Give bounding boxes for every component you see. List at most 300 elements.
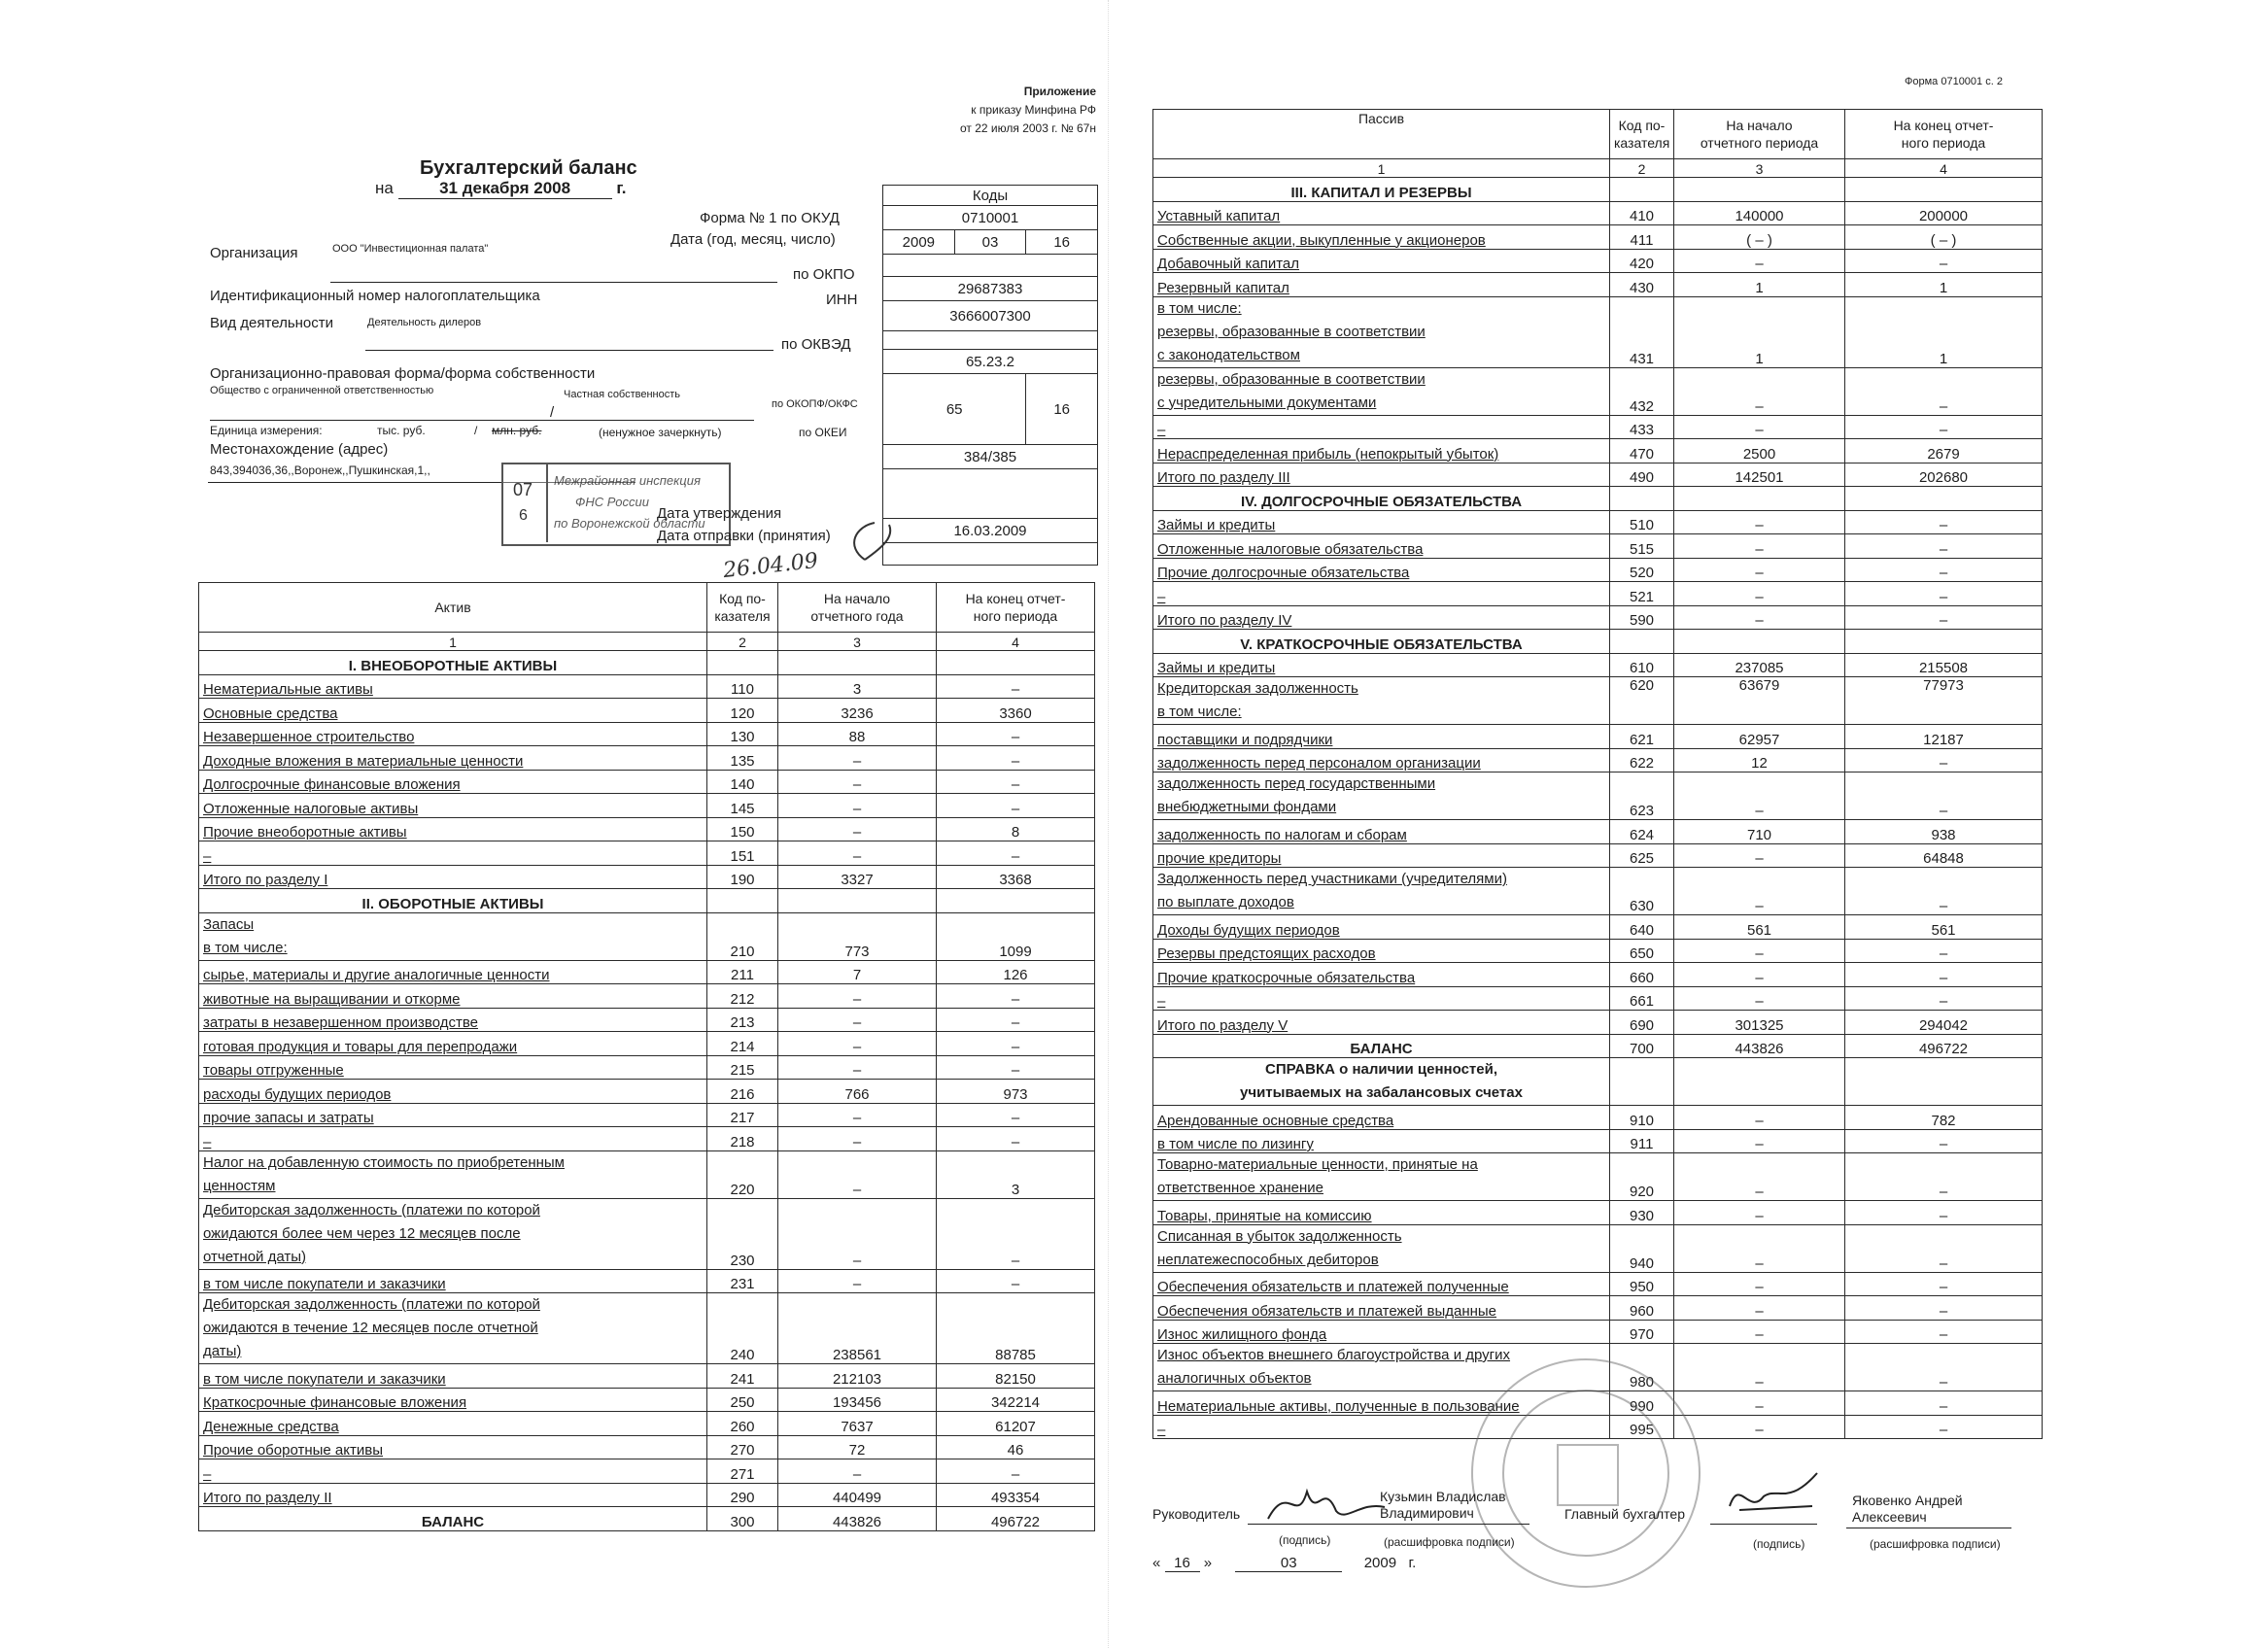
ownership-value: Частная собственность xyxy=(564,389,681,400)
row-label: в том числе покупатели и заказчики xyxy=(199,1269,707,1293)
row-end-value: – xyxy=(937,1008,1095,1032)
row-start-value: 1 xyxy=(1674,296,1845,367)
table-row xyxy=(1153,439,2043,464)
row-code: 213 xyxy=(707,1008,778,1032)
row-end-value: – xyxy=(1845,963,2043,987)
table-row xyxy=(199,674,1095,699)
row-label: – xyxy=(1153,582,1610,606)
row-code: 215 xyxy=(707,1055,778,1080)
org-value: ООО "Инвестиционная палата" xyxy=(332,243,489,255)
row-label: Уставный капитал xyxy=(1153,201,1610,225)
row-end-value: – xyxy=(937,746,1095,771)
row-end-value: – xyxy=(937,1269,1095,1293)
row-code: 610 xyxy=(1610,653,1674,677)
row-start-value xyxy=(778,651,937,675)
row-code: 521 xyxy=(1610,582,1674,606)
okved-label: по ОКВЭД xyxy=(781,336,851,353)
table-row xyxy=(199,1055,1095,1080)
table-row xyxy=(199,865,1095,889)
row-code: 250 xyxy=(707,1388,778,1412)
okpo-label: по ОКПО xyxy=(793,266,855,283)
row-start-value: – xyxy=(1674,868,1845,915)
row-start-value: 72 xyxy=(778,1435,937,1459)
inn-full-label: Идентификационный номер налогоплательщика xyxy=(210,288,540,304)
unit-alt: млн. руб. xyxy=(492,424,542,437)
row-code: 431 xyxy=(1610,296,1674,367)
row-end-value: 1099 xyxy=(937,912,1095,960)
row-code: 430 xyxy=(1610,273,1674,297)
row-label: Добавочный капитал xyxy=(1153,249,1610,273)
liabilities-table: Пассив Код по- казателя На начало отчетного периода На конец отчет- ного периода 1 2 3 4 III. КАПИТАЛ И РЕЗЕРВЫ Уставный капитал 410 140000 200000 Собственные акции, выкупленные у акционеров 411 ( – ) ( – ) Добавочный капитал 420 – – Резервный капитал 430 1 1 в том числе: резервы, образованные в соответствии с законодательством 431 1 1 резервы, образованные в соответствии с учредительными документами 432 – – – 433 – – Нераспределенная прибыль (непокрытый убыток) 470 2500 2679 Итого по разделу III 490 142501 202680 IV. ДОЛГОСРОЧНЫЕ ОБЯЗАТЕЛЬСТВА Займы и кредиты 510 – – Отложенные налоговые обязательства 515 – – Прочие долгосрочные обязательства 520 – – – 521 – – Итого по разделу IV 590 – – V. КРАТКОСРОЧНЫЕ ОБЯЗАТЕЛЬСТВА Займы и кредиты 610 237085 215508 Кредиторская задолженность в том числе: 620 63679 77973 поставщики и подрядчики 621 62957 12187 задолженность перед персоналом организации 622 12 – задолженность перед государственными внебюджетными фондами 623 – – задолженность по налогам и сборам 624 710 938 прочие кредиторы 625 – 64848 Задолженность перед участниками (учредителями) по выплате доходов 630 – – Доходы будущих периодов 640 561 561 Резервы предстоящих расходов 650 – – Прочие краткосрочные обязательства 660 – – – 661 – – Итого по разделу V 690 301325 294042 БАЛАНС 700 443826 496722 СПРАВКА о наличии ценностей, учитываемых на забалансовых счетах Арендованные основные средства 910 – 782 в том числе по лизингу 911 – – Товарно-материальные ценности, принятые на ответственное хранение 920 – – Товары, принятые на комиссию 930 – – Списанная в убыток задолженность неплатежеспособных дебиторов 940 – – Обеспечения обязательств и платежей полученные 950 – – Обеспечения обязательств и платежей выданные 960 – – Износ жилищного фонда 970 – – Износ объектов внешнего благоустройства и других аналогичных объектов 980 – – Нематериальные активы, полученные в пользование 990 – – – 995 – – xyxy=(1152,109,2043,1439)
row-end-value: 973 xyxy=(937,1080,1095,1104)
row-start-value: – xyxy=(1674,582,1845,606)
table-row xyxy=(1153,1201,2043,1225)
row-code: 623 xyxy=(1610,772,1674,820)
approve-label: Дата утверждения xyxy=(657,505,782,522)
row-start-value: – xyxy=(1674,510,1845,534)
table-row xyxy=(1153,1034,2043,1058)
table-row xyxy=(1153,820,2043,844)
row-end-value: 8 xyxy=(937,817,1095,841)
row-start-value: – xyxy=(1674,534,1845,559)
row-end-value: – xyxy=(937,1198,1095,1269)
row-start-value: 3327 xyxy=(778,865,937,889)
row-label: Товарно-материальные ценности, принятые на ответственное хранение xyxy=(1153,1153,1610,1201)
row-end-value: 782 xyxy=(1845,1106,2043,1130)
table-row xyxy=(1153,367,2043,415)
row-end-value: – xyxy=(937,1032,1095,1056)
unit-note: (ненужное зачеркнуть) xyxy=(599,426,722,439)
table-row xyxy=(199,1435,1095,1459)
row-label: Итого по разделу IV xyxy=(1153,605,1610,630)
row-end-value xyxy=(1845,487,2043,511)
page-title: Бухгалтерский баланс xyxy=(420,157,637,179)
row-start-value: – xyxy=(1674,963,1845,987)
section-title: III. КАПИТАЛ И РЕЗЕРВЫ xyxy=(1153,178,1610,202)
table-row xyxy=(199,1127,1095,1151)
row-code: 700 xyxy=(1610,1034,1674,1058)
row-code: 220 xyxy=(707,1150,778,1198)
table-row xyxy=(1153,1106,2043,1130)
row-label: Запасы в том числе: xyxy=(199,912,707,960)
row-label: в том числе: резервы, образованные в соответствии с законодательством xyxy=(1153,296,1610,367)
row-code: 960 xyxy=(1610,1296,1674,1321)
row-end-value xyxy=(937,889,1095,913)
row-label: Резервы предстоящих расходов xyxy=(1153,939,1610,963)
row-start-value: 561 xyxy=(1674,915,1845,940)
row-label: Прочие краткосрочные обязательства xyxy=(1153,963,1610,987)
row-start-value: 1 xyxy=(1674,273,1845,297)
row-start-value: 2500 xyxy=(1674,439,1845,464)
table-row xyxy=(199,1080,1095,1104)
row-label: – xyxy=(1153,415,1610,439)
row-start-value xyxy=(1674,630,1845,654)
row-label: Налог на добавленную стоимость по приобретенным ценностям xyxy=(199,1150,707,1198)
activity-label: Вид деятельности xyxy=(210,315,334,331)
row-label: Обеспечения обязательств и платежей выданные xyxy=(1153,1296,1610,1321)
table-row xyxy=(199,912,1095,960)
row-label: в том числе по лизингу xyxy=(1153,1129,1610,1153)
row-code xyxy=(707,889,778,913)
table-row xyxy=(199,1388,1095,1412)
row-code: 433 xyxy=(1610,415,1674,439)
row-label: Краткосрочные финансовые вложения xyxy=(199,1388,707,1412)
table-row xyxy=(1153,653,2043,677)
section-title: СПРАВКА о наличии ценностей, учитываемых на забалансовых счетах xyxy=(1153,1058,1610,1106)
row-end-value: 61207 xyxy=(937,1412,1095,1436)
accountant-name: Яковенко Андрей Алексеевич xyxy=(1852,1493,1963,1525)
row-label: готовая продукция и товары для перепродажи xyxy=(199,1032,707,1056)
table-row xyxy=(1153,249,2043,273)
row-label: Прочие долгосрочные обязательства xyxy=(1153,558,1610,582)
row-label: Прочие внеоборотные активы xyxy=(199,817,707,841)
table-row xyxy=(199,746,1095,771)
codes-box: Коды 0710001 2009 03 16 29687383 3666007300 65.23.2 65 16 384/385 16.03.2009 xyxy=(882,185,1098,566)
table-row xyxy=(1153,582,2043,606)
row-label: Отложенные налоговые обязательства xyxy=(1153,534,1610,559)
row-end-value: – xyxy=(1845,986,2043,1011)
row-code: 241 xyxy=(707,1364,778,1389)
table-row xyxy=(199,1198,1095,1269)
row-end-value: – xyxy=(1845,868,2043,915)
table-row xyxy=(1153,843,2043,868)
row-label: задолженность по налогам и сборам xyxy=(1153,820,1610,844)
row-end-value: – xyxy=(1845,1391,2043,1416)
row-start-value: 63679 xyxy=(1674,677,1845,725)
row-code: 621 xyxy=(1610,725,1674,749)
row-end-value: – xyxy=(937,674,1095,699)
handwritten-date: 26.04.09 xyxy=(721,548,820,584)
row-end-value: 88785 xyxy=(937,1293,1095,1364)
row-end-value: – xyxy=(937,841,1095,866)
row-label: прочие кредиторы xyxy=(1153,843,1610,868)
unit-label: Единица измерения: xyxy=(210,424,323,437)
row-label: Нематериальные активы xyxy=(199,674,707,699)
row-end-value: – xyxy=(1845,1415,2043,1439)
row-start-value: 142501 xyxy=(1674,463,1845,487)
row-start-value: – xyxy=(1674,367,1845,415)
row-end-value: 46 xyxy=(937,1435,1095,1459)
row-start-value: 766 xyxy=(778,1080,937,1104)
table-row xyxy=(1153,558,2043,582)
row-label: Прочие оборотные активы xyxy=(199,1435,707,1459)
row-start-value: – xyxy=(1674,1320,1845,1344)
table-row xyxy=(1153,296,2043,367)
row-end-value xyxy=(1845,630,2043,654)
form-label: Форма № 1 по ОКУД xyxy=(700,210,840,226)
row-label: поставщики и подрядчики xyxy=(1153,725,1610,749)
row-code: 140 xyxy=(707,770,778,794)
row-end-value: – xyxy=(1845,772,2043,820)
row-code: 940 xyxy=(1610,1224,1674,1272)
table-row xyxy=(1153,415,2043,439)
row-end-value: ( – ) xyxy=(1845,225,2043,250)
row-start-value: 238561 xyxy=(778,1293,937,1364)
row-end-value: 493354 xyxy=(937,1483,1095,1507)
table-row xyxy=(199,1483,1095,1507)
section-title: II. ОБОРОТНЫЕ АКТИВЫ xyxy=(199,889,707,913)
row-code: 110 xyxy=(707,674,778,699)
row-label: – xyxy=(199,1127,707,1151)
row-end-value: 12187 xyxy=(1845,725,2043,749)
row-code: 590 xyxy=(1610,605,1674,630)
row-start-value: – xyxy=(1674,249,1845,273)
legal-form-value: Общество с ограниченной ответственностью xyxy=(210,385,434,396)
row-label: Займы и кредиты xyxy=(1153,653,1610,677)
row-label: Кредиторская задолженность в том числе: xyxy=(1153,677,1610,725)
row-label: прочие запасы и затраты xyxy=(199,1103,707,1127)
section-title: БАЛАНС xyxy=(199,1507,707,1531)
row-code: 624 xyxy=(1610,820,1674,844)
table-row xyxy=(1153,725,2043,749)
table-row xyxy=(1153,1058,2043,1106)
row-code: 640 xyxy=(1610,915,1674,940)
address-value: 843,394036,36,,Воронеж,,Пушкинская,1,, xyxy=(210,464,430,477)
row-code: 920 xyxy=(1610,1153,1674,1201)
row-code: 260 xyxy=(707,1412,778,1436)
row-code xyxy=(1610,630,1674,654)
row-label: Долгосрочные финансовые вложения xyxy=(199,770,707,794)
row-start-value: – xyxy=(1674,1415,1845,1439)
row-start-value: 12 xyxy=(1674,748,1845,772)
row-label: Дебиторская задолженность (платежи по которой ожидаются более чем через 12 месяцев после отчетной даты) xyxy=(199,1198,707,1269)
inn-label: ИНН xyxy=(826,292,858,308)
row-code: 231 xyxy=(707,1269,778,1293)
row-end-value: 938 xyxy=(1845,820,2043,844)
okopf-label: по ОКОПФ/ОКФС xyxy=(772,398,858,410)
row-end-value: – xyxy=(1845,1272,2043,1296)
table-row xyxy=(1153,463,2043,487)
table-row xyxy=(199,699,1095,723)
row-start-value: – xyxy=(1674,1129,1845,1153)
row-start-value: – xyxy=(1674,1153,1845,1201)
row-start-value: – xyxy=(778,1198,937,1269)
row-start-value: 62957 xyxy=(1674,725,1845,749)
row-end-value: 3368 xyxy=(937,865,1095,889)
row-start-value: 3 xyxy=(778,674,937,699)
row-end-value: – xyxy=(1845,605,2043,630)
table-row xyxy=(1153,225,2043,250)
row-end-value: – xyxy=(1845,939,2043,963)
row-start-value: 440499 xyxy=(778,1483,937,1507)
row-code: 120 xyxy=(707,699,778,723)
row-label: Износ объектов внешнего благоустройства и других аналогичных объектов xyxy=(1153,1344,1610,1391)
table-row xyxy=(199,1032,1095,1056)
row-start-value: – xyxy=(1674,986,1845,1011)
row-start-value: – xyxy=(778,1008,937,1032)
row-code: 420 xyxy=(1610,249,1674,273)
row-code: 690 xyxy=(1610,1011,1674,1035)
row-end-value: – xyxy=(1845,1320,2043,1344)
row-end-value: 561 xyxy=(1845,915,2043,940)
row-start-value: 443826 xyxy=(1674,1034,1845,1058)
row-code: 490 xyxy=(1610,463,1674,487)
unit-value: тыс. руб. xyxy=(377,424,426,437)
row-start-value xyxy=(778,889,937,913)
row-end-value: 294042 xyxy=(1845,1011,2043,1035)
row-start-value: – xyxy=(1674,1344,1845,1391)
table-row xyxy=(199,984,1095,1009)
row-code: 130 xyxy=(707,722,778,746)
table-row xyxy=(1153,1296,2043,1321)
company-seal xyxy=(1471,1358,1701,1588)
row-label: Денежные средства xyxy=(199,1412,707,1436)
table-row xyxy=(199,889,1095,913)
row-start-value: ( – ) xyxy=(1674,225,1845,250)
row-end-value: – xyxy=(937,722,1095,746)
table-row xyxy=(1153,534,2043,559)
row-start-value: – xyxy=(1674,772,1845,820)
row-code: 625 xyxy=(1610,843,1674,868)
report-date: на 31 декабря 2008 г. xyxy=(375,179,627,197)
row-label: – xyxy=(199,841,707,866)
row-label: сырье, материалы и другие аналогичные ценности xyxy=(199,960,707,984)
row-code: 970 xyxy=(1610,1320,1674,1344)
row-code: 135 xyxy=(707,746,778,771)
row-end-value xyxy=(1845,178,2043,202)
row-code: 214 xyxy=(707,1032,778,1056)
table-row xyxy=(1153,1129,2043,1153)
row-start-value: – xyxy=(1674,1201,1845,1225)
table-row xyxy=(199,1364,1095,1389)
row-start-value: 7637 xyxy=(778,1412,937,1436)
table-row xyxy=(1153,1011,2043,1035)
row-code: 661 xyxy=(1610,986,1674,1011)
row-code: 432 xyxy=(1610,367,1674,415)
table-row xyxy=(1153,868,2043,915)
row-start-value: 193456 xyxy=(778,1388,937,1412)
table-row xyxy=(199,1008,1095,1032)
accountant-label: Главный бухгалтер xyxy=(1564,1506,1685,1522)
row-code xyxy=(707,651,778,675)
row-code: 911 xyxy=(1610,1129,1674,1153)
table-row xyxy=(199,960,1095,984)
head-name: Кузьмин Владислав Владимирович xyxy=(1380,1489,1506,1521)
row-end-value: 1 xyxy=(1845,296,2043,367)
table-row xyxy=(1153,1272,2043,1296)
row-start-value xyxy=(1674,1058,1845,1106)
row-label: затраты в незавершенном производстве xyxy=(199,1008,707,1032)
row-end-value: 77973 xyxy=(1845,677,2043,725)
tax-office-stamp: 07 6 Межрайонная инспекция ФНС России по Воронежской области xyxy=(501,463,731,546)
row-code: 145 xyxy=(707,794,778,818)
table-row xyxy=(1153,772,2043,820)
row-end-value: 82150 xyxy=(937,1364,1095,1389)
row-code: 995 xyxy=(1610,1415,1674,1439)
row-end-value: – xyxy=(937,1103,1095,1127)
row-code: 212 xyxy=(707,984,778,1009)
table-row xyxy=(199,1459,1095,1484)
row-start-value: – xyxy=(1674,1106,1845,1130)
table-row xyxy=(1153,630,2043,654)
row-start-value: – xyxy=(1674,1391,1845,1416)
row-start-value xyxy=(1674,487,1845,511)
head-label: Руководитель xyxy=(1152,1506,1241,1522)
row-code: 270 xyxy=(707,1435,778,1459)
table-row xyxy=(199,817,1095,841)
row-label: животные на выращивании и откорме xyxy=(199,984,707,1009)
row-label: Нераспределенная прибыль (непокрытый убыток) xyxy=(1153,439,1610,464)
row-start-value: 88 xyxy=(778,722,937,746)
signature-date: « 16 » 03 2009 г. xyxy=(1152,1555,1417,1571)
row-code: 217 xyxy=(707,1103,778,1127)
row-end-value: – xyxy=(1845,1224,2043,1272)
row-start-value: – xyxy=(778,770,937,794)
row-label: Списанная в убыток задолженность неплатежеспособных дебиторов xyxy=(1153,1224,1610,1272)
row-end-value: 496722 xyxy=(937,1507,1095,1531)
send-label: Дата отправки (принятия) xyxy=(657,528,831,544)
row-start-value: – xyxy=(1674,415,1845,439)
row-end-value: – xyxy=(937,984,1095,1009)
row-code: 211 xyxy=(707,960,778,984)
row-start-value: – xyxy=(778,1459,937,1484)
row-end-value: 3360 xyxy=(937,699,1095,723)
row-start-value: – xyxy=(778,1032,937,1056)
section-title: IV. ДОЛГОСРОЧНЫЕ ОБЯЗАТЕЛЬСТВА xyxy=(1153,487,1610,511)
row-end-value: 126 xyxy=(937,960,1095,984)
table-row xyxy=(1153,605,2043,630)
row-code: 650 xyxy=(1610,939,1674,963)
row-label: – xyxy=(1153,986,1610,1011)
row-code: 930 xyxy=(1610,1201,1674,1225)
appendix-note: Приложение к приказу Минфина РФ от 22 июля 2003 г. № 67н xyxy=(960,85,1096,135)
row-start-value xyxy=(1674,178,1845,202)
row-start-value: 212103 xyxy=(778,1364,937,1389)
row-start-value: – xyxy=(1674,558,1845,582)
row-label: – xyxy=(1153,1415,1610,1439)
row-label: Доходные вложения в материальные ценности xyxy=(199,746,707,771)
row-label: Доходы будущих периодов xyxy=(1153,915,1610,940)
table-row xyxy=(1153,273,2043,297)
row-start-value: – xyxy=(1674,1296,1845,1321)
row-code: 470 xyxy=(1610,439,1674,464)
row-code xyxy=(1610,178,1674,202)
accountant-signature xyxy=(1720,1467,1827,1526)
table-row xyxy=(199,1103,1095,1127)
row-code: 271 xyxy=(707,1459,778,1484)
row-code: 150 xyxy=(707,817,778,841)
row-end-value: – xyxy=(937,1055,1095,1080)
row-code: 411 xyxy=(1610,225,1674,250)
row-end-value: 496722 xyxy=(1845,1034,2043,1058)
row-start-value: – xyxy=(778,841,937,866)
row-end-value: – xyxy=(937,794,1095,818)
row-end-value: 342214 xyxy=(937,1388,1095,1412)
table-row xyxy=(199,722,1095,746)
row-label: Итого по разделу V xyxy=(1153,1011,1610,1035)
table-row xyxy=(199,770,1095,794)
row-start-value: – xyxy=(778,984,937,1009)
row-end-value xyxy=(1845,1058,2043,1106)
row-code xyxy=(1610,487,1674,511)
row-code: 990 xyxy=(1610,1391,1674,1416)
okei-label: по ОКЕИ xyxy=(799,426,847,439)
row-code: 210 xyxy=(707,912,778,960)
table-row xyxy=(1153,178,2043,202)
row-label: товары отгруженные xyxy=(199,1055,707,1080)
legal-form-label: Организационно-правовая форма/форма собственности xyxy=(210,365,596,382)
row-start-value: 237085 xyxy=(1674,653,1845,677)
table-row xyxy=(199,651,1095,675)
table-row xyxy=(1153,201,2043,225)
row-start-value: – xyxy=(1674,1224,1845,1272)
section-title: I. ВНЕОБОРОТНЫЕ АКТИВЫ xyxy=(199,651,707,675)
date-label: Дата (год, месяц, число) xyxy=(670,231,836,248)
row-end-value: 215508 xyxy=(1845,653,2043,677)
row-end-value: – xyxy=(1845,534,2043,559)
row-start-value: – xyxy=(778,1103,937,1127)
row-code: 240 xyxy=(707,1293,778,1364)
